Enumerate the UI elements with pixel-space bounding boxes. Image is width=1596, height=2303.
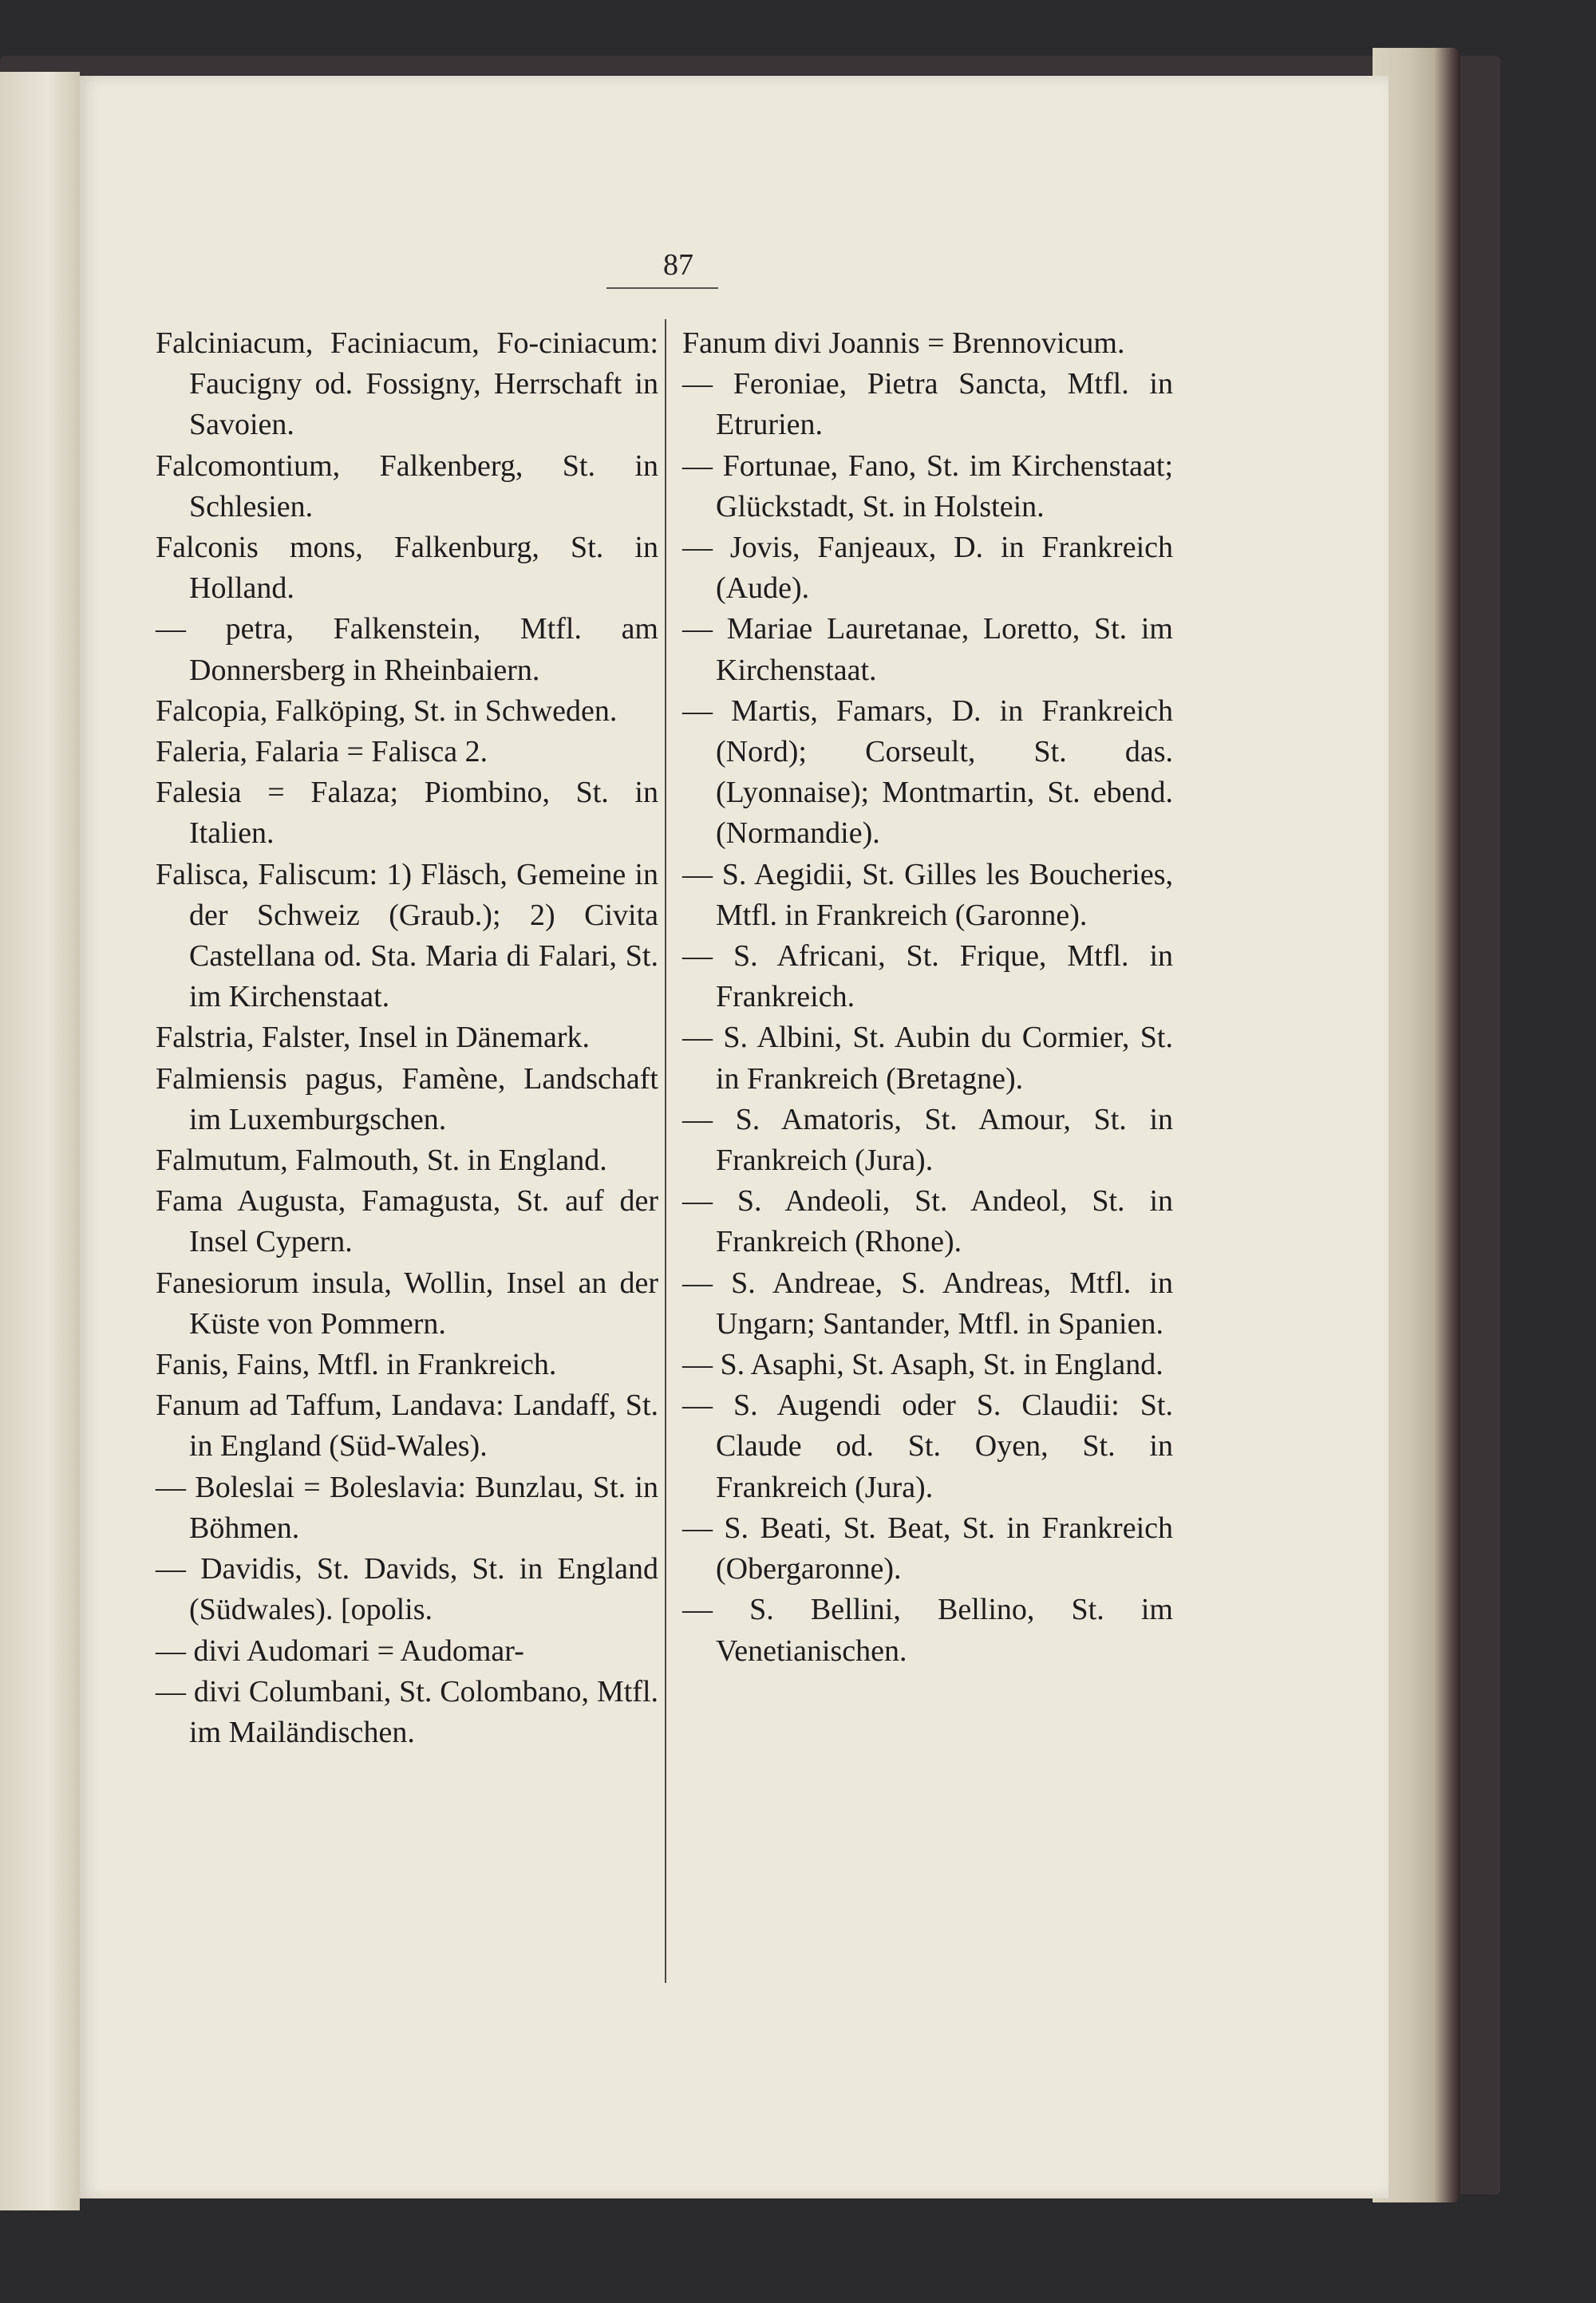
dictionary-entry: — S. Andeoli, St. Andeol, St. in Frankreich (Rhone). [682,1184,1173,1259]
dictionary-entry: — S. Asaphi, St. Asaph, St. in England. [682,1348,1163,1382]
dictionary-entry: — S. Aegidii, St. Gilles les Boucheries, Mtfl. in Frankreich (Garonne). [682,857,1173,932]
dictionary-entry: — Jovis, Fanjeaux, D. in Frankreich (Aude). [682,531,1173,606]
previous-page-edge [0,72,80,2210]
dictionary-entry: Falesia = Falaza; Piombino, St. in Italien. [156,776,658,851]
dictionary-entry: Fanis, Fains, Mtfl. in Frankreich. [156,1348,557,1382]
dictionary-entry: Faleria, Falaria = Falisca 2. [156,735,488,769]
left-column [156,323,658,1753]
dictionary-entry: Falmiensis pagus, Famène, Landschaft im Luxemburgschen. [156,1061,658,1136]
dictionary-entry: — Boleslai = Boleslavia: Bunzlau, St. in Böhmen. [156,1470,658,1545]
dictionary-entry: Falisca, Faliscum: 1) Fläsch, Gemeine in der Schweiz (Graub.); 2) Civita Castellana od. Sta. Maria di Falari, St. im Kirchenstaat. [156,857,658,1014]
dictionary-entry: Fanum divi Joannis = Brennovicum. [682,326,1125,360]
dictionary-entry: — S. Andreae, S. Andreas, Mtfl. in Ungarn; Santander, Mtfl. in Spanien. [682,1266,1173,1341]
dictionary-entry: Fama Augusta, Famagusta, St. auf der Insel Cypern. [156,1184,658,1259]
dictionary-entry: — divi Columbani, St. Colombano, Mtfl. im Mailändischen. [156,1674,658,1749]
dictionary-entry: Falcopia, Falköping, St. in Schweden. [156,693,618,728]
page-number-rule [606,287,718,289]
dictionary-entry: — Mariae Lauretanae, Loretto, St. im Kirchenstaat. [682,612,1173,687]
dictionary-entry: — Feroniae, Pietra Sancta, Mtfl. in Etrurien. [682,367,1173,442]
right-column [682,323,1173,1672]
dictionary-entry: — S. Amatoris, St. Amour, St. in Frankreich (Jura). [682,1102,1173,1178]
dictionary-entry: Falmutum, Falmouth, St. in England. [156,1144,607,1178]
dictionary-entry: — Davidis, St. Davids, St. in England (Südwales). [opolis. [156,1552,658,1627]
dictionary-entry: Falciniacum, Faciniacum, Fo-ciniacum: Faucigny od. Fossigny, Herrschaft in Savoien. [156,326,658,442]
dictionary-entry: — divi Audomari = Audomar- [156,1633,524,1668]
dictionary-entry: Falcomontium, Falkenberg, St. in Schlesien. [156,448,658,523]
dictionary-entry: — S. Albini, St. Aubin du Cormier, St. in Frankreich (Bretagne). [682,1021,1173,1096]
dictionary-entry: — S. Africani, St. Frique, Mtfl. in Frankreich. [682,939,1173,1014]
column-divider [665,319,666,1983]
dictionary-entry: Falstria, Falster, Insel in Dänemark. [156,1021,591,1055]
dictionary-entry: — S. Beati, St. Beat, St. in Frankreich (Obergaronne). [682,1511,1173,1586]
dictionary-entry: — Martis, Famars, D. in Frankreich (Nord); Corseult, St. das. (Lyonnaise); Montmartin, St. ebend. (Normandie). [682,693,1173,851]
dictionary-entry: Fanesiorum insula, Wollin, Insel an der Küste von Pommern. [156,1266,658,1341]
dictionary-entry: Fanum ad Taffum, Landava: Landaff, St. in England (Süd-Wales). [156,1389,658,1464]
dictionary-entry: — S. Augendi oder S. Claudii: St. Claude od. St. Oyen, St. in Frankreich (Jura). [682,1389,1173,1504]
dictionary-entry: — petra, Falkenstein, Mtfl. am Donnersberg in Rheinbaiern. [156,612,658,687]
dictionary-entry: — Fortunae, Fano, St. im Kirchenstaat; Glückstadt, St. in Holstein. [682,448,1173,523]
dictionary-entry: Falconis mons, Falkenburg, St. in Holland. [156,531,658,606]
dictionary-entry: — S. Bellini, Bellino, St. im Venetianischen. [682,1593,1173,1668]
page-number: 87 [663,248,693,282]
